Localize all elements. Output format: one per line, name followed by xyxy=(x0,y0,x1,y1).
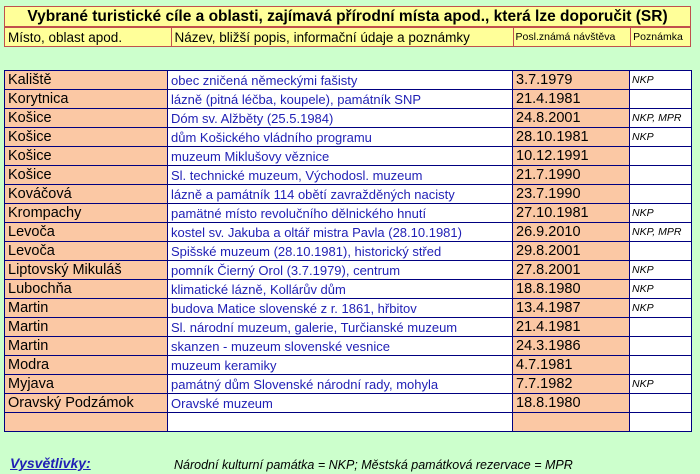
cell-place: Košice xyxy=(5,109,168,128)
cell-last-visit: 28.10.1981 xyxy=(513,128,630,147)
cell-last-visit: 27.8.2001 xyxy=(513,261,630,280)
cell-place: Levoča xyxy=(5,242,168,261)
table-row xyxy=(5,261,692,280)
cell-last-visit: 23.7.1990 xyxy=(513,185,630,204)
cell-note: NKP, MPR xyxy=(630,109,692,128)
table-row xyxy=(5,147,692,166)
table-row xyxy=(5,413,692,432)
page-title: Vybrané turistické cíle a oblasti, zajímavá přírodní místa apod., která lze doporučit (SR) xyxy=(4,6,691,27)
cell-place: Liptovský Mikuláš xyxy=(5,261,168,280)
cell-note xyxy=(630,337,692,356)
table-row xyxy=(5,394,692,413)
cell-description: skanzen - muzeum slovenské vesnice xyxy=(168,337,513,356)
cell-description: Dóm sv. Alžběty (25.5.1984) xyxy=(168,109,513,128)
cell-place: Martin xyxy=(5,318,168,337)
cell-last-visit: 18.8.1980 xyxy=(513,280,630,299)
table-body xyxy=(5,71,692,432)
cell-note xyxy=(630,394,692,413)
cell-last-visit: 24.8.2001 xyxy=(513,109,630,128)
cell-place: Košice xyxy=(5,147,168,166)
cell-note: NKP xyxy=(630,71,692,90)
cell-description: budova Matice slovenské z r. 1861, hřbitov xyxy=(168,299,513,318)
cell-last-visit: 29.8.2001 xyxy=(513,242,630,261)
table-row xyxy=(5,299,692,318)
table-row xyxy=(5,90,692,109)
cell-last-visit: 21.7.1990 xyxy=(513,166,630,185)
cell-description: Sl. technické muzeum, Východosl. muzeum xyxy=(168,166,513,185)
table-row xyxy=(5,166,692,185)
cell-description: pomník Čierný Orol (3.7.1979), centrum xyxy=(168,261,513,280)
cell-description: klimatické lázně, Kollárův dům xyxy=(168,280,513,299)
cell-description xyxy=(168,413,513,432)
table-row xyxy=(5,109,692,128)
cell-description: lázně a památník 114 obětí zavražděných nacisty xyxy=(168,185,513,204)
cell-last-visit: 24.3.1986 xyxy=(513,337,630,356)
cell-description: kostel sv. Jakuba a oltář mistra Pavla (28.10.1981) xyxy=(168,223,513,242)
cell-description: lázně (pitná léčba, koupele), památník SNP xyxy=(168,90,513,109)
cell-note: NKP xyxy=(630,204,692,223)
cell-note xyxy=(630,242,692,261)
cell-last-visit: 3.7.1979 xyxy=(513,71,630,90)
column-header-note: Poznámka xyxy=(633,31,683,43)
cell-note xyxy=(630,185,692,204)
table-row xyxy=(5,242,692,261)
cell-place: Modra xyxy=(5,356,168,375)
column-header-description: Název, bližší popis, informační údaje a poznámky xyxy=(172,28,514,46)
cell-place: Martin xyxy=(5,337,168,356)
table-row xyxy=(5,71,692,90)
cell-description: Sl. národní muzeum, galerie, Turčianské muzeum xyxy=(168,318,513,337)
table-row xyxy=(5,204,692,223)
cell-place: Kaliště xyxy=(5,71,168,90)
cell-place: Lubochňa xyxy=(5,280,168,299)
cell-description: Oravské muzeum xyxy=(168,394,513,413)
cell-last-visit: 13.4.1987 xyxy=(513,299,630,318)
cell-last-visit: 10.12.1991 xyxy=(513,147,630,166)
column-header-last-visit: Posl.známá návštěva xyxy=(514,28,632,46)
cell-note: NKP xyxy=(630,375,692,394)
cell-place: Krompachy xyxy=(5,204,168,223)
legend-label xyxy=(10,455,91,472)
cell-last-visit: 7.7.1982 xyxy=(513,375,630,394)
cell-last-visit: 18.8.1980 xyxy=(513,394,630,413)
table-row xyxy=(5,337,692,356)
table-row xyxy=(5,375,692,394)
cell-note: NKP, MPR xyxy=(630,223,692,242)
table-row xyxy=(5,280,692,299)
cell-last-visit: 26.9.2010 xyxy=(513,223,630,242)
cell-place: Kováčová xyxy=(5,185,168,204)
cell-last-visit: 21.4.1981 xyxy=(513,318,630,337)
cell-last-visit: 27.10.1981 xyxy=(513,204,630,223)
cell-description: památný dům Slovenské národní rady, mohyla xyxy=(168,375,513,394)
table-row xyxy=(5,318,692,337)
cell-note xyxy=(630,413,692,432)
table-row xyxy=(5,356,692,375)
cell-last-visit: 21.4.1981 xyxy=(513,90,630,109)
cell-description: obec zničená německými fašisty xyxy=(168,71,513,90)
table-row xyxy=(5,185,692,204)
column-header-row xyxy=(4,27,691,47)
column-header-place: Místo, oblast apod. xyxy=(5,28,172,46)
cell-note: NKP xyxy=(630,128,692,147)
destinations-table xyxy=(4,70,692,432)
cell-place xyxy=(5,413,168,432)
legend-text: Národní kulturní památka = NKP; Městská památková rezervace = MPR xyxy=(174,458,573,472)
legend-title: Vysvětlivky: xyxy=(10,455,91,471)
cell-note xyxy=(630,90,692,109)
cell-note xyxy=(630,147,692,166)
cell-place: Košice xyxy=(5,166,168,185)
cell-place: Martin xyxy=(5,299,168,318)
cell-place: Levoča xyxy=(5,223,168,242)
cell-description: muzeum Miklušovy věznice xyxy=(168,147,513,166)
cell-note: NKP xyxy=(630,280,692,299)
cell-description: muzeum keramiky xyxy=(168,356,513,375)
table-row xyxy=(5,128,692,147)
cell-note xyxy=(630,166,692,185)
cell-description: Spišské muzeum (28.10.1981), historický střed xyxy=(168,242,513,261)
cell-last-visit: 4.7.1981 xyxy=(513,356,630,375)
cell-note: NKP xyxy=(630,261,692,280)
cell-place: Myjava xyxy=(5,375,168,394)
cell-description: pamätné místo revolučního dělnického hnutí xyxy=(168,204,513,223)
cell-place: Oravský Podzámok xyxy=(5,394,168,413)
cell-note xyxy=(630,318,692,337)
cell-note: NKP xyxy=(630,299,692,318)
cell-place: Košice xyxy=(5,128,168,147)
table-row xyxy=(5,223,692,242)
cell-note xyxy=(630,356,692,375)
cell-description: dům Košického vládního programu xyxy=(168,128,513,147)
cell-last-visit xyxy=(513,413,630,432)
cell-place: Korytnica xyxy=(5,90,168,109)
